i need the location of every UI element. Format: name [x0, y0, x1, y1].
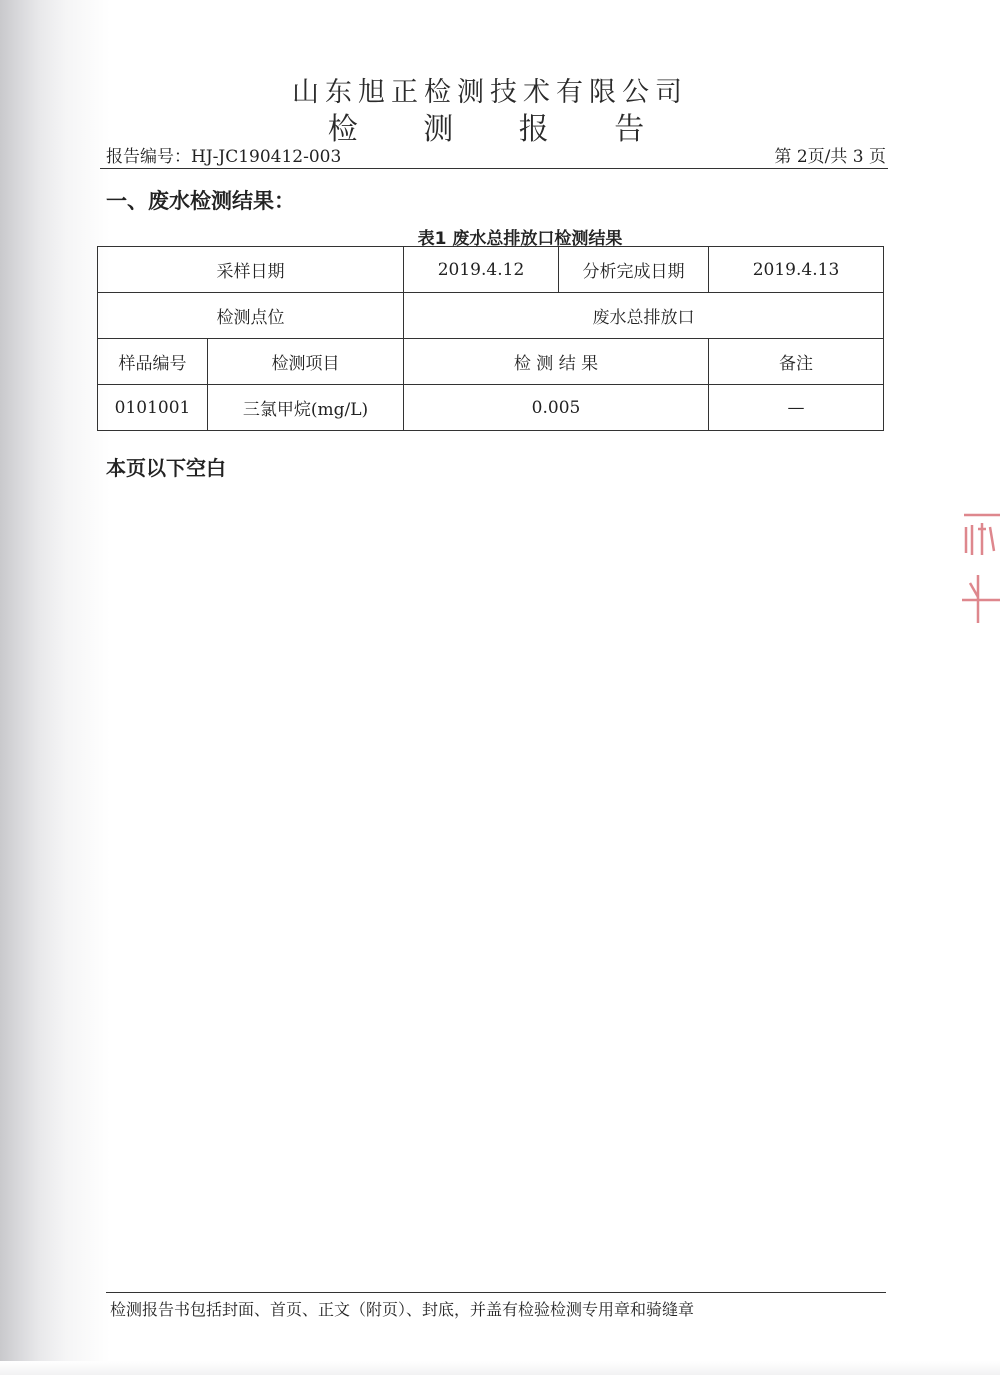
- cell-item: 三氯甲烷(mg/L): [208, 385, 404, 431]
- company-name: 山东旭正检测技术有限公司: [292, 77, 688, 108]
- section-title: 一、废水检测结果：: [106, 189, 295, 213]
- location-value: 废水总排放口: [404, 293, 884, 339]
- scan-bottom-shadow: [0, 1361, 1000, 1375]
- seal-stamp-fragment: [950, 505, 1000, 645]
- footer-divider: [106, 1292, 886, 1293]
- table-row: [98, 385, 884, 431]
- analysis-date-label: 分析完成日期: [559, 247, 709, 293]
- results-table: [97, 246, 884, 431]
- report-number: 报告编号：HJ-JC190412-003: [106, 147, 342, 167]
- location-row: [98, 293, 884, 339]
- page-indicator: 第 2页/共 3 页: [774, 147, 886, 167]
- header-item: 检测项目: [208, 339, 404, 385]
- cell-result: 0.005: [404, 385, 709, 431]
- header-result: 检 测 结 果: [404, 339, 709, 385]
- report-meta: [106, 142, 886, 166]
- analysis-date-value: 2019.4.13: [709, 247, 884, 293]
- document-title: 检 测 报 告: [327, 112, 673, 147]
- sampling-date-label: 采样日期: [98, 247, 404, 293]
- table-caption: 表1 废水总排放口检测结果: [417, 229, 623, 249]
- location-label: 检测点位: [98, 293, 404, 339]
- cell-remark: —: [709, 385, 884, 431]
- sampling-date-row: [98, 247, 884, 293]
- blank-below-note: 本页以下空白: [106, 456, 226, 480]
- header-divider: [100, 168, 888, 169]
- header-sample-no: 样品编号: [98, 339, 208, 385]
- header-remark: 备注: [709, 339, 884, 385]
- table-header-row: [98, 339, 884, 385]
- sampling-date-value: 2019.4.12: [404, 247, 559, 293]
- scan-edge-shadow: [0, 0, 110, 1375]
- footer-note: 检测报告书包括封面、首页、正文（附页）、封底，并盖有检验检测专用章和骑缝章: [110, 1300, 695, 1319]
- cell-sample-no: 0101001: [98, 385, 208, 431]
